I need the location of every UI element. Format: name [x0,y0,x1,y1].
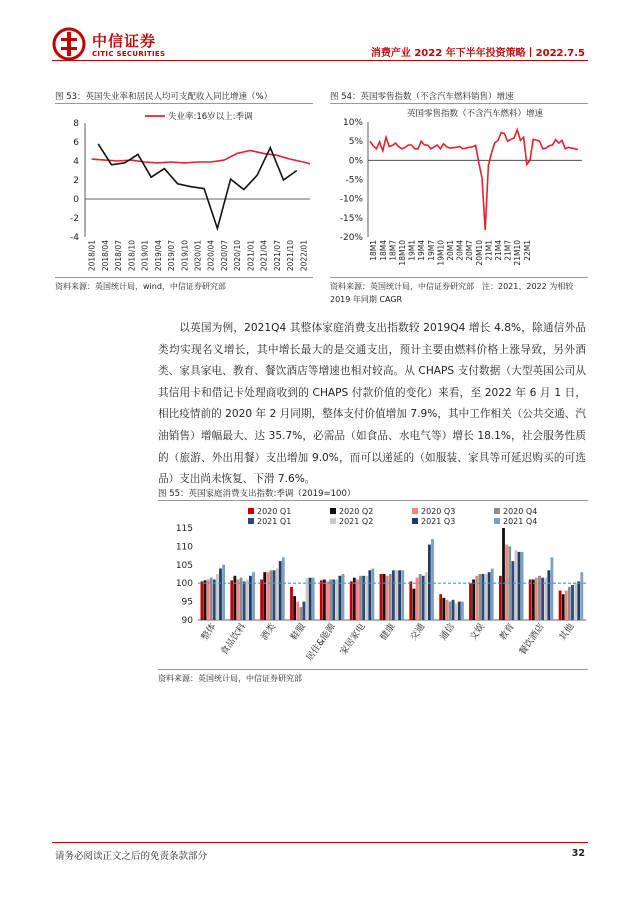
x-tick-label: 18M4 [378,240,388,261]
bar [362,576,365,620]
x-tick-label: 2020/04 [206,240,216,272]
bar [398,570,401,620]
bar [263,572,266,620]
legend-label: 2021 Q3 [421,517,456,526]
bar [276,569,279,621]
bar [368,570,371,620]
bar [296,602,299,620]
bar [342,574,345,620]
x-tick-label: 2019/10 [180,240,190,272]
x-tick-label: 2021/07 [272,239,282,272]
x-tick-label: 2018/01 [87,240,97,272]
bar [505,545,508,620]
legend-swatch [248,518,254,524]
x-tick-label: 家居家电 [338,621,368,658]
figure-53-rule [55,103,313,104]
bar [439,594,442,620]
bar [204,580,207,620]
bar [353,578,356,620]
bar [442,598,445,620]
bar [365,576,368,620]
x-tick-label: 2018/10 [127,240,137,272]
y-tick-label: -20% [339,233,363,243]
x-tick-label: 其他 [558,621,577,643]
bar [544,578,547,620]
x-tick-label: 2018/04 [100,240,110,272]
bar [535,578,538,620]
bar [547,570,550,620]
x-tick-label: 文娱 [468,621,487,643]
x-tick-label: 18M7 [388,240,398,261]
x-tick-label: 20M10 [474,240,484,266]
x-tick-label: 19M7 [426,240,436,261]
bar [449,602,452,620]
bar [568,587,571,620]
bar [323,580,326,621]
x-tick-label: 2021/01 [246,240,256,272]
bar [309,578,312,620]
legend-swatch [494,508,500,514]
bar [290,587,293,620]
bar [485,574,488,620]
bar [246,580,249,621]
bar [452,600,455,620]
bar [422,576,425,620]
x-tick-label: 2020/10 [233,240,243,272]
y-tick-label: -15% [339,213,363,224]
x-tick-label: 通信 [438,621,458,643]
bar [392,570,395,620]
legend-swatch [412,518,418,524]
y-tick-label: -2 [70,214,79,224]
y-tick-label: 100 [175,579,193,590]
bar [240,578,243,620]
bar [515,550,518,620]
y-tick-label: -5% [345,175,363,186]
legend-label: 2021 Q4 [503,517,538,526]
body-paragraph [158,318,586,491]
y-tick-label: 90 [181,616,193,626]
y-tick-label: 115 [175,524,193,534]
x-tick-label: 教育 [498,621,517,643]
bar [577,581,580,620]
x-tick-label: 21M7 [503,240,513,261]
bar [475,576,478,620]
bar [207,580,210,621]
bar [446,600,449,620]
bar [329,580,332,621]
figure-54-bottom-rule [330,277,588,278]
bar [312,578,315,620]
bar [219,569,222,621]
figure-54-rule [330,103,588,104]
bar [335,580,338,621]
footer-disclaimer: 请务必阅读正文之后的免责条款部分 [55,851,208,862]
bar [350,581,353,620]
bar [401,570,404,620]
header-divider [52,60,588,61]
x-tick-label: 18M1 [369,240,379,261]
bar [293,596,296,620]
figure-55-title: 图 55：英国家庭消费支出指数:季调（2019=100） [158,489,356,499]
bar [210,578,213,620]
legend-swatch [330,508,336,514]
legend-swatch [330,518,336,524]
bar [574,583,577,620]
y-tick-label: 105 [175,560,193,571]
bar [419,574,422,620]
x-tick-label: 2018/07 [114,240,124,272]
series-line-retail-growth [370,130,578,230]
legend-label: 失业率:16岁以上:季调 [168,112,253,122]
bar [529,580,532,621]
x-tick-label: 21M10 [513,240,523,266]
legend-swatch [248,508,254,514]
figure-54-chart [330,105,588,275]
figure-53-bottom-rule [55,277,313,278]
bar [559,591,562,620]
bar [428,545,431,620]
bar [326,581,329,620]
legend-label: 2020 Q3 [421,507,456,516]
bar [580,572,583,620]
figure-53-chart [55,105,317,275]
figure-55-chart [158,502,590,667]
figure-54-source: 资料来源：英国统计局，中信证券研究部 注：2021、2022 为相较 [330,282,574,291]
x-tick-label: 整体 [199,621,219,643]
x-tick-label: 20M4 [455,240,465,261]
x-tick-label: 交通 [408,621,428,643]
bar [216,574,219,620]
x-tick-label: 鞋服 [289,621,308,643]
x-tick-label: 21M1 [484,240,494,261]
x-tick-label: 居住&能源 [304,621,338,663]
legend-label: 英国零售指数（不含汽车燃料）增速 [406,109,544,119]
bar [482,574,485,620]
body-paragraph-text: 以英国为例，2021Q4 其整体家庭消费支出指数较 2019Q4 增长 4.8%，除通信外品类均实现名义增长，其中增长最大的是交通支出，预计主要由燃料价格上涨导致，另外酒类、家具家电、教育、餐饮酒店等增速也相对较高。从 CHAPS 支付数据（大型英国公司从其信用卡和借记卡处理商收到的 CHAPS 付款价值的变化）来看，至 2022 年 6 月 1 日，相比疫情前的 2020 年 2 月同期，整体支付价值增加 7.9%，其中工作相关（公共交通、汽油销售）增幅最大、达 35.7%，必需品（如食品、水电气等）增长 18.1%，社会服务性质的（旅游、外出用餐）支出增加 9.0%，而可以递延的（如服装、家具等可延迟购买的可选品）支出尚未恢复、下滑 7.6%。 [158,322,586,486]
x-tick-label: 食品饮料 [219,621,249,658]
figure-53-source: 资料来源：英国统计局，wind，中信证券研究部 [55,282,226,291]
x-tick-label: 2019/04 [153,240,163,272]
bar [565,591,568,620]
bar [395,570,398,620]
bar [237,580,240,621]
x-tick-label: 20M7 [465,240,475,261]
bar [562,594,565,620]
x-tick-label: 2020/07 [219,240,229,272]
x-tick-label: 18M10 [398,240,407,266]
bar [339,576,342,620]
bar [213,580,216,621]
x-tick-label: 2021/10 [286,240,296,272]
x-tick-label: 19M4 [417,240,427,261]
bar [431,539,434,620]
x-tick-label: 19M1 [407,240,417,261]
bar [386,576,389,620]
bar [249,576,252,620]
y-tick-label: 0 [73,195,79,205]
bar [252,572,255,620]
bar [538,576,541,620]
bar [571,585,574,620]
bar [458,602,461,620]
bar [461,602,464,620]
x-tick-label: 餐饮酒店 [517,621,547,658]
bar [222,565,225,620]
bar [425,572,428,620]
bar [201,581,204,620]
y-tick-label: 110 [175,542,193,553]
figure-55-bottom-rule [158,669,588,670]
bar [230,580,233,620]
bar [521,552,524,620]
bar [532,580,535,621]
bar [502,528,505,620]
bar [551,557,554,620]
bar [332,580,335,621]
bar [380,574,383,620]
legend-swatch [494,518,500,524]
bar [299,607,302,620]
x-tick-label: 20M1 [446,240,455,261]
footer-divider [52,842,588,843]
figure-54-title: 图 54：英国零售指数（不含汽车燃料销售）增速 [330,92,514,102]
logo-english: CITIC SECURITIES [92,50,166,58]
y-tick-label: 4 [73,157,79,167]
logo-name: 中信证券 [92,32,157,50]
bar [234,576,237,620]
series-line-unemployment [92,151,310,164]
y-tick-label: 6 [73,138,79,148]
legend-label: 2020 Q2 [339,507,374,516]
bar [372,569,375,621]
bar [455,603,458,620]
y-tick-label: 95 [181,597,193,608]
bar [303,602,306,620]
bar [478,574,481,620]
report-title: 消费产业 2022 年下半年投资策略丨2022.7.5 [370,48,585,59]
x-tick-label: 2019/07 [167,240,177,272]
legend-label: 2020 Q1 [257,507,292,516]
bar [282,557,285,620]
bar [260,580,263,621]
page-number: 32 [571,848,585,859]
bar [491,569,494,621]
bar [389,574,392,620]
bar [359,576,362,620]
citic-logo-icon [52,27,86,61]
bar [266,572,269,620]
bar [413,589,416,620]
x-tick-label: 健康 [378,621,398,643]
x-tick-label: 2022/01 [299,240,309,272]
x-tick-label: 2021/04 [259,240,269,272]
bar [279,561,282,620]
bar [469,583,472,620]
y-tick-label: 2 [73,176,79,186]
bar [270,570,273,620]
legend-label: 2021 Q2 [339,517,374,526]
bar [243,581,246,620]
bar [541,578,544,620]
x-tick-label: 2020/01 [193,240,203,272]
y-tick-label: -10% [339,194,363,205]
series-line-income [98,144,297,229]
bar [383,574,386,620]
bar [511,561,514,620]
y-tick-label: 0% [348,156,363,167]
figure-53-title: 图 53：英国失业率和居民人均可支配收入同比增速（%） [55,92,273,102]
y-tick-label: 5% [348,137,363,148]
bar [416,578,419,620]
x-tick-label: 2019/01 [140,240,150,272]
bar [306,578,309,620]
bar [518,552,521,620]
figure-55-source: 资料来源：英国统计局，中信证券研究部 [158,674,302,683]
y-tick-label: 8 [73,119,79,129]
x-tick-label: 22M1 [522,240,532,261]
bar [320,580,323,620]
figure-55-rule [158,500,588,501]
x-tick-label: 酒类 [259,621,279,643]
x-tick-label: 19M10 [436,240,446,266]
x-tick-label: 21M4 [494,240,503,261]
legend-swatch [412,508,418,514]
figure-54-source-line2: 2019 年同期 CAGR [330,295,403,304]
legend-label: 2020 Q4 [503,507,538,516]
bar [472,580,475,621]
bar [499,576,502,620]
y-tick-label: -4 [70,233,79,243]
bar [488,572,491,620]
bar [409,581,412,620]
legend-label: 2021 Q1 [257,517,292,526]
bar [273,570,276,620]
y-tick-label: 10% [342,118,363,128]
bar [356,580,359,621]
